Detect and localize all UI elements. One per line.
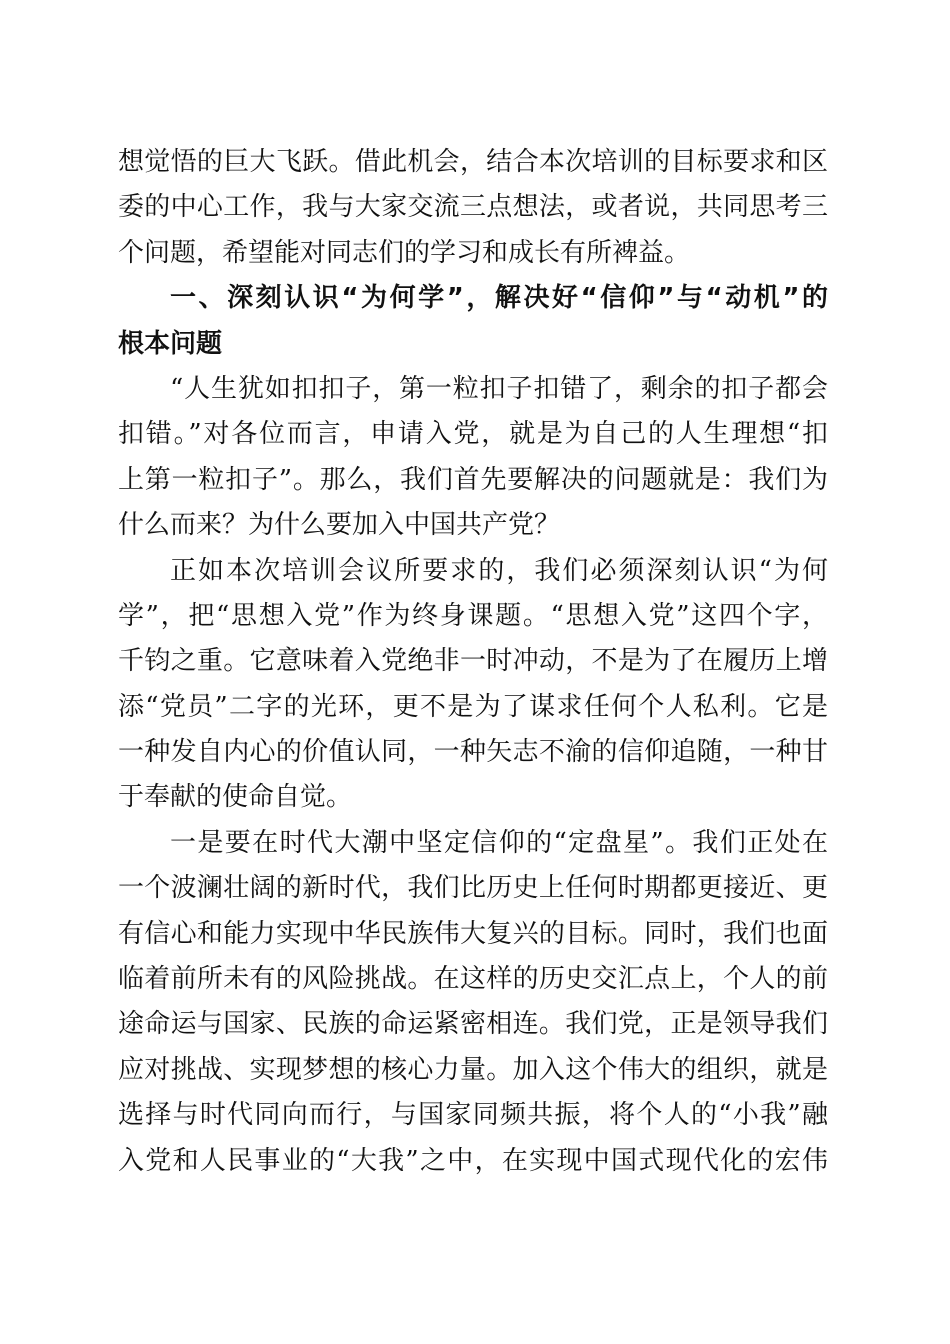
paragraph-ideological-membership <box>118 549 828 821</box>
text-line: 千钧之重。它意味着入党绝非一时冲动，不是为了在履历上增 <box>118 646 828 677</box>
section-heading-1 <box>118 276 828 367</box>
text-line: 于奉献的使命自觉。 <box>118 782 353 813</box>
text-line: 临着前所未有的风险挑战。在这样的历史交汇点上，个人的前 <box>118 964 828 995</box>
text-line: 委的中心工作，我与大家交流三点想法，或者说，共同思考三 <box>118 192 828 223</box>
text-line: 正如本次培训会议所要求的，我们必须深刻认识“为何 <box>170 555 828 586</box>
text-line: 应对挑战、实现梦想的核心力量。加入这个伟大的组织，就是 <box>118 1054 828 1085</box>
text-line: 有信心和能力实现中华民族伟大复兴的目标。同时，我们也面 <box>118 918 828 949</box>
text-line: “人生犹如扣扣子，第一粒扣子扣错了，剩余的扣子都会 <box>170 373 828 404</box>
text-line: 入党和人民事业的“大我”之中，在实现中国式现代化的宏伟 <box>118 1145 828 1176</box>
text-line: 学”，把“思想入党”作为终身课题。“思想入党”这四个字， <box>118 600 828 631</box>
text-line: 一种发自内心的价值认同，一种矢志不渝的信仰追随，一种甘 <box>118 737 828 768</box>
text-line: 一个波澜壮阔的新时代，我们比历史上任何时期都更接近、更 <box>118 873 828 904</box>
text-line: 选择与时代同向而行，与国家同频共振，将个人的“小我”融 <box>118 1100 828 1131</box>
text-line: 什么而来？为什么要加入中国共产党？ <box>118 510 561 541</box>
document-body <box>118 140 828 1184</box>
paragraph-point-one <box>118 821 828 1184</box>
paragraph-intro-continuation <box>118 140 828 276</box>
paragraph-quote <box>118 367 828 549</box>
heading-line: 根本问题 <box>118 328 223 359</box>
text-line: 想觉悟的巨大飞跃。借此机会，结合本次培训的目标要求和区 <box>118 147 828 177</box>
text-line: 途命运与国家、民族的命运紧密相连。我们党，正是领导我们 <box>118 1009 828 1040</box>
text-line: 一是要在时代大潮中坚定信仰的“定盘星”。我们正处在 <box>170 827 828 858</box>
text-line: 上第一粒扣子”。那么，我们首先要解决的问题就是：我们为 <box>118 464 828 495</box>
heading-line: 一、深刻认识“为何学”，解决好“信仰”与“动机”的 <box>170 283 828 314</box>
text-line: 扣错。”对各位而言，申请入党，就是为自己的人生理想“扣 <box>118 419 828 450</box>
text-line: 添“党员”二字的光环，更不是为了谋求任何个人私利。它是 <box>118 691 828 722</box>
text-line: 个问题，希望能对同志们的学习和成长有所裨益。 <box>118 237 691 268</box>
